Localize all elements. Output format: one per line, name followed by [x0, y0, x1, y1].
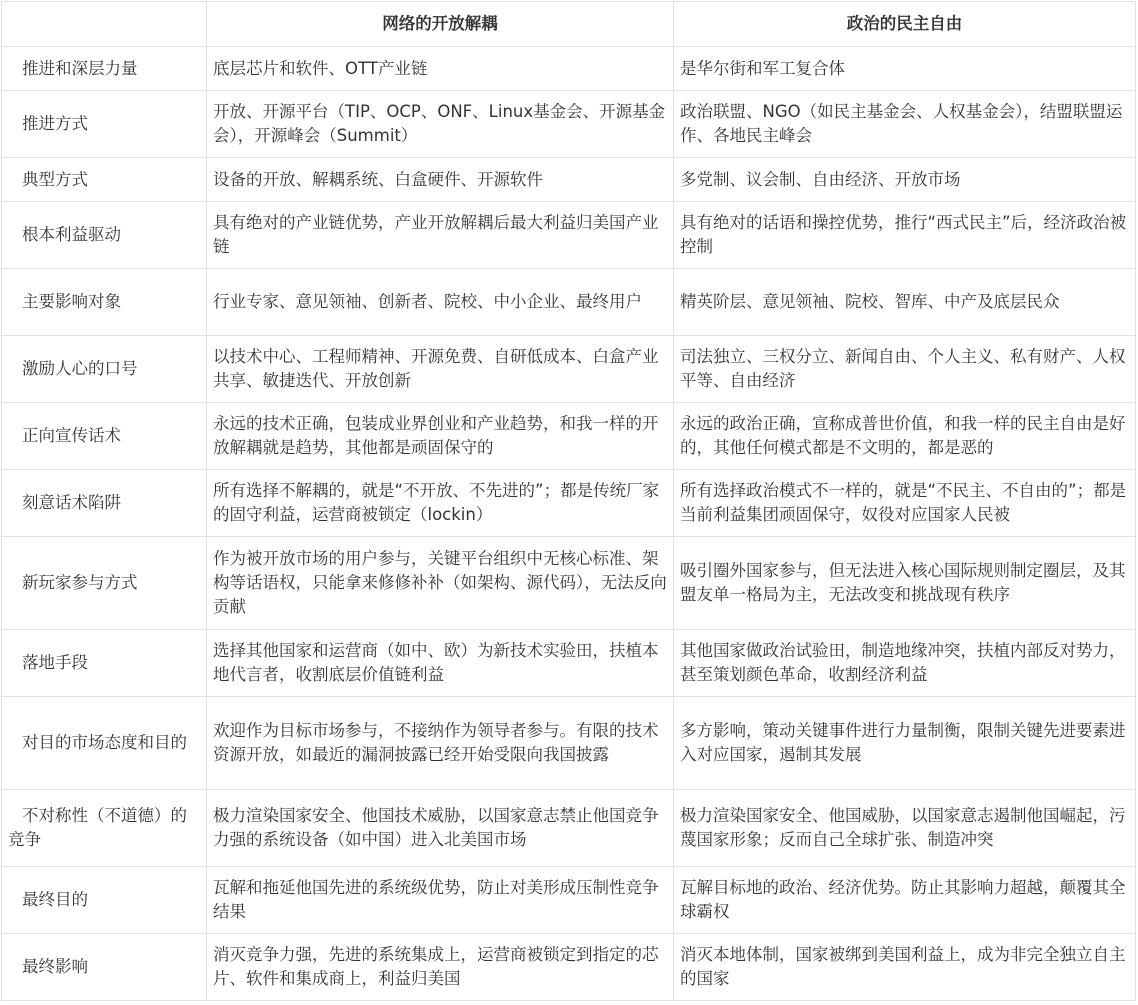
table-row — [2, 158, 1136, 202]
table-row — [2, 336, 1136, 403]
row-label: 推进方式 — [2, 91, 207, 158]
cell-politics: 司法独立、三权分立、新闻自由、个人主义、私有财产、人权平等、自由经济 — [674, 336, 1136, 403]
row-label: 最终目的 — [2, 867, 207, 934]
cell-politics: 吸引圈外国家参与，但无法进入核心国际规则制定圈层，及其盟友单一格局为主，无法改变和挑战现有秩序 — [674, 537, 1136, 630]
comparison-table — [1, 1, 1136, 1001]
row-label: 激励人心的口号 — [2, 336, 207, 403]
table-header-row — [2, 2, 1136, 47]
table-row — [2, 537, 1136, 630]
table-row — [2, 470, 1136, 537]
comparison-table-container — [1, 1, 1137, 1003]
table-row — [2, 867, 1136, 934]
cell-politics: 极力渲染国家安全、他国威胁，以国家意志遏制他国崛起，污蔑国家形象；反而自己全球扩张、制造冲突 — [674, 790, 1136, 867]
cell-network: 作为被开放市场的用户参与，关键平台组织中无核心标准、架构等话语权，只能拿来修修补补（如架构、源代码），无法反向贡献 — [207, 537, 674, 630]
cell-politics: 瓦解目标地的政治、经济优势。防止其影响力超越，颠覆其全球霸权 — [674, 867, 1136, 934]
row-label: 推进和深层力量 — [2, 47, 207, 91]
table-row — [2, 697, 1136, 790]
row-label: 对目的市场态度和目的 — [2, 697, 207, 790]
row-label: 正向宣传话术 — [2, 403, 207, 470]
row-label: 典型方式 — [2, 158, 207, 202]
cell-politics: 精英阶层、意见领袖、院校、智库、中产及底层民众 — [674, 269, 1136, 336]
cell-network: 瓦解和拖延他国先进的系统级优势，防止对美形成压制性竞争结果 — [207, 867, 674, 934]
cell-network: 欢迎作为目标市场参与，不接纳作为领导者参与。有限的技术资源开放，如最近的漏洞披露已经开始受限向我国披露 — [207, 697, 674, 790]
row-label: 最终影响 — [2, 934, 207, 1001]
row-label: 新玩家参与方式 — [2, 537, 207, 630]
cell-politics: 永远的政治正确，宣称成普世价值，和我一样的民主自由是好的，其他任何模式都是不文明的，都是恶的 — [674, 403, 1136, 470]
cell-network: 底层芯片和软件、OTT产业链 — [207, 47, 674, 91]
cell-politics: 多方影响，策动关键事件进行力量制衡，限制关键先进要素进入对应国家，遏制其发展 — [674, 697, 1136, 790]
row-label: 刻意话术陷阱 — [2, 470, 207, 537]
row-label: 落地手段 — [2, 630, 207, 697]
cell-network: 行业专家、意见领袖、创新者、院校、中小企业、最终用户 — [207, 269, 674, 336]
cell-network: 具有绝对的产业链优势，产业开放解耦后最大利益归美国产业链 — [207, 202, 674, 269]
cell-network: 设备的开放、解耦系统、白盒硬件、开源软件 — [207, 158, 674, 202]
cell-network: 永远的技术正确，包装成业界创业和产业趋势，和我一样的开放解耦就是趋势，其他都是顽固保守的 — [207, 403, 674, 470]
cell-politics: 是华尔街和军工复合体 — [674, 47, 1136, 91]
header-corner — [2, 2, 207, 47]
row-label: 不对称性（不道德）的竞争 — [2, 790, 207, 867]
cell-network: 以技术中心、工程师精神、开源免费、自研低成本、白盒产业共享、敏捷迭代、开放创新 — [207, 336, 674, 403]
cell-politics: 所有选择政治模式不一样的，就是“不民主、不自由的”；都是当前利益集团顽固保守，奴役对应国家人民被 — [674, 470, 1136, 537]
table-row — [2, 403, 1136, 470]
table-row — [2, 202, 1136, 269]
cell-politics: 政治联盟、NGO（如民主基金会、人权基金会），结盟联盟运作、各地民主峰会 — [674, 91, 1136, 158]
table-row — [2, 790, 1136, 867]
cell-politics: 具有绝对的话语和操控优势，推行“西式民主”后，经济政治被控制 — [674, 202, 1136, 269]
cell-network: 极力渲染国家安全、他国技术威胁，以国家意志禁止他国竞争力强的系统设备（如中国）进入北美国市场 — [207, 790, 674, 867]
cell-network: 所有选择不解耦的，就是“不开放、不先进的”；都是传统厂家的固守利益，运营商被锁定（lockin） — [207, 470, 674, 537]
cell-network: 消灭竞争力强，先进的系统集成上，运营商被锁定到指定的芯片、软件和集成商上，利益归美国 — [207, 934, 674, 1001]
table-row — [2, 269, 1136, 336]
row-label: 主要影响对象 — [2, 269, 207, 336]
table-row — [2, 47, 1136, 91]
row-label: 根本利益驱动 — [2, 202, 207, 269]
header-network-decoupling: 网络的开放解耦 — [207, 2, 674, 47]
table-row — [2, 91, 1136, 158]
table-row — [2, 934, 1136, 1001]
cell-politics: 多党制、议会制、自由经济、开放市场 — [674, 158, 1136, 202]
cell-politics: 其他国家做政治试验田，制造地缘冲突，扶植内部反对势力，甚至策划颜色革命，收割经济利益 — [674, 630, 1136, 697]
cell-network: 开放、开源平台（TIP、OCP、ONF、Linux基金会、开源基金会），开源峰会（Summit） — [207, 91, 674, 158]
cell-network: 选择其他国家和运营商（如中、欧）为新技术实验田，扶植本地代言者，收割底层价值链利益 — [207, 630, 674, 697]
header-political-democracy: 政治的民主自由 — [674, 2, 1136, 47]
table-row — [2, 630, 1136, 697]
cell-politics: 消灭本地体制，国家被绑到美国利益上，成为非完全独立自主的国家 — [674, 934, 1136, 1001]
